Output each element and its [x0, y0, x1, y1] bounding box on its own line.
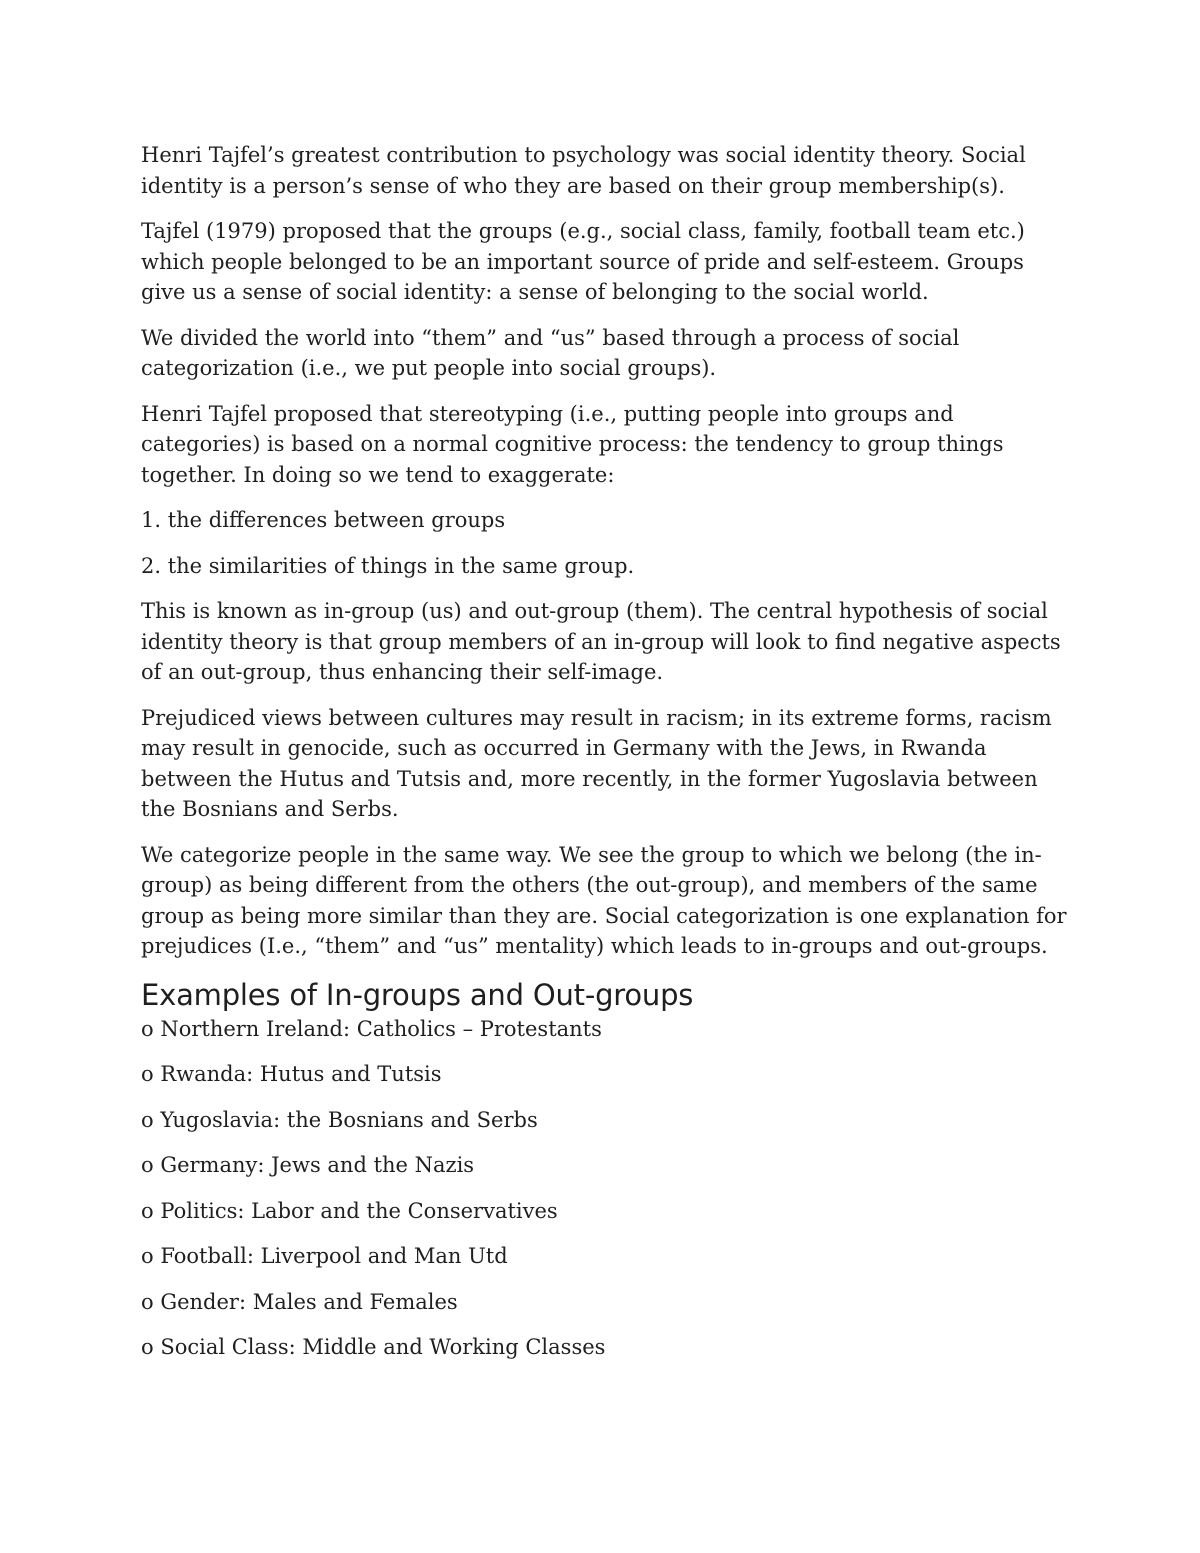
section-heading-examples: Examples of In-groups and Out-groups — [141, 977, 694, 1012]
example-item: o Social Class: Middle and Working Classes — [141, 1335, 606, 1359]
document-body — [141, 140, 1071, 1378]
example-item: o Yugoslavia: the Bosnians and Serbs — [141, 1107, 538, 1132]
paragraph-stereotyping: Henri Tajfel proposed that stereotyping (i.e., putting people into groups and categories) is based on a normal cognitive process: the tendency to group things together. In doing so we tend to exaggerate: — [141, 401, 1004, 487]
example-item: o Politics: Labor and the Conservatives — [141, 1198, 558, 1223]
paragraph-them-and-us: We divided the world into “them” and “us” based through a process of social categorization (i.e., we put people into social groups). — [141, 325, 960, 380]
paragraph-social-identity: Henri Tajfel’s greatest contribution to psychology was social identity theory. Social identity is a person’s sense of who they are based on their group membership(s). — [141, 143, 1026, 198]
example-item: o Football: Liverpool and Man Utd — [141, 1244, 508, 1268]
example-item: o Northern Ireland: Catholics – Protestants — [141, 1016, 602, 1041]
paragraph-prejudiced-views: Prejudiced views between cultures may result in racism; in its extreme forms, racism may result in genocide, such as occurred in Germany with the Jews, in Rwanda between the Hutus and Tutsis and, more recently, in the former Yugoslavia between the Bosnians and Serbs. — [141, 705, 1052, 821]
example-item: o Germany: Jews and the Nazis — [141, 1153, 475, 1177]
paragraph-tajfel-1979: Tajfel (1979) proposed that the groups (e.g., social class, family, football team etc.) which people belonged to be an important source of pride and self-esteem. Groups give us a sense of social identity: a sense of belonging to the social world. — [141, 219, 1025, 304]
paragraph-in-group-out-group: This is known as in-group (us) and out-group (them). The central hypothesis of social identity theory is that group members of an in-group will look to find negative aspects of an out-group, thus enhancing their self-image. — [141, 599, 1061, 684]
numbered-item-similarities: 2. the similarities of things in the same group. — [141, 553, 635, 578]
example-item: o Rwanda: Hutus and Tutsis — [141, 1062, 442, 1086]
paragraph-categorize-people: We categorize people in the same way. We see the group to which we belong (the in-group) as being different from the others (the out-group), and members of the same group as being more similar than they are. Social categorization is one explanation for prejudices (I.e., “them” and “us” mentality) which leads to in-groups and out-groups. — [141, 842, 1067, 958]
numbered-item-differences: 1. the differences between groups — [141, 508, 506, 532]
example-item: o Gender: Males and Females — [141, 1289, 458, 1314]
